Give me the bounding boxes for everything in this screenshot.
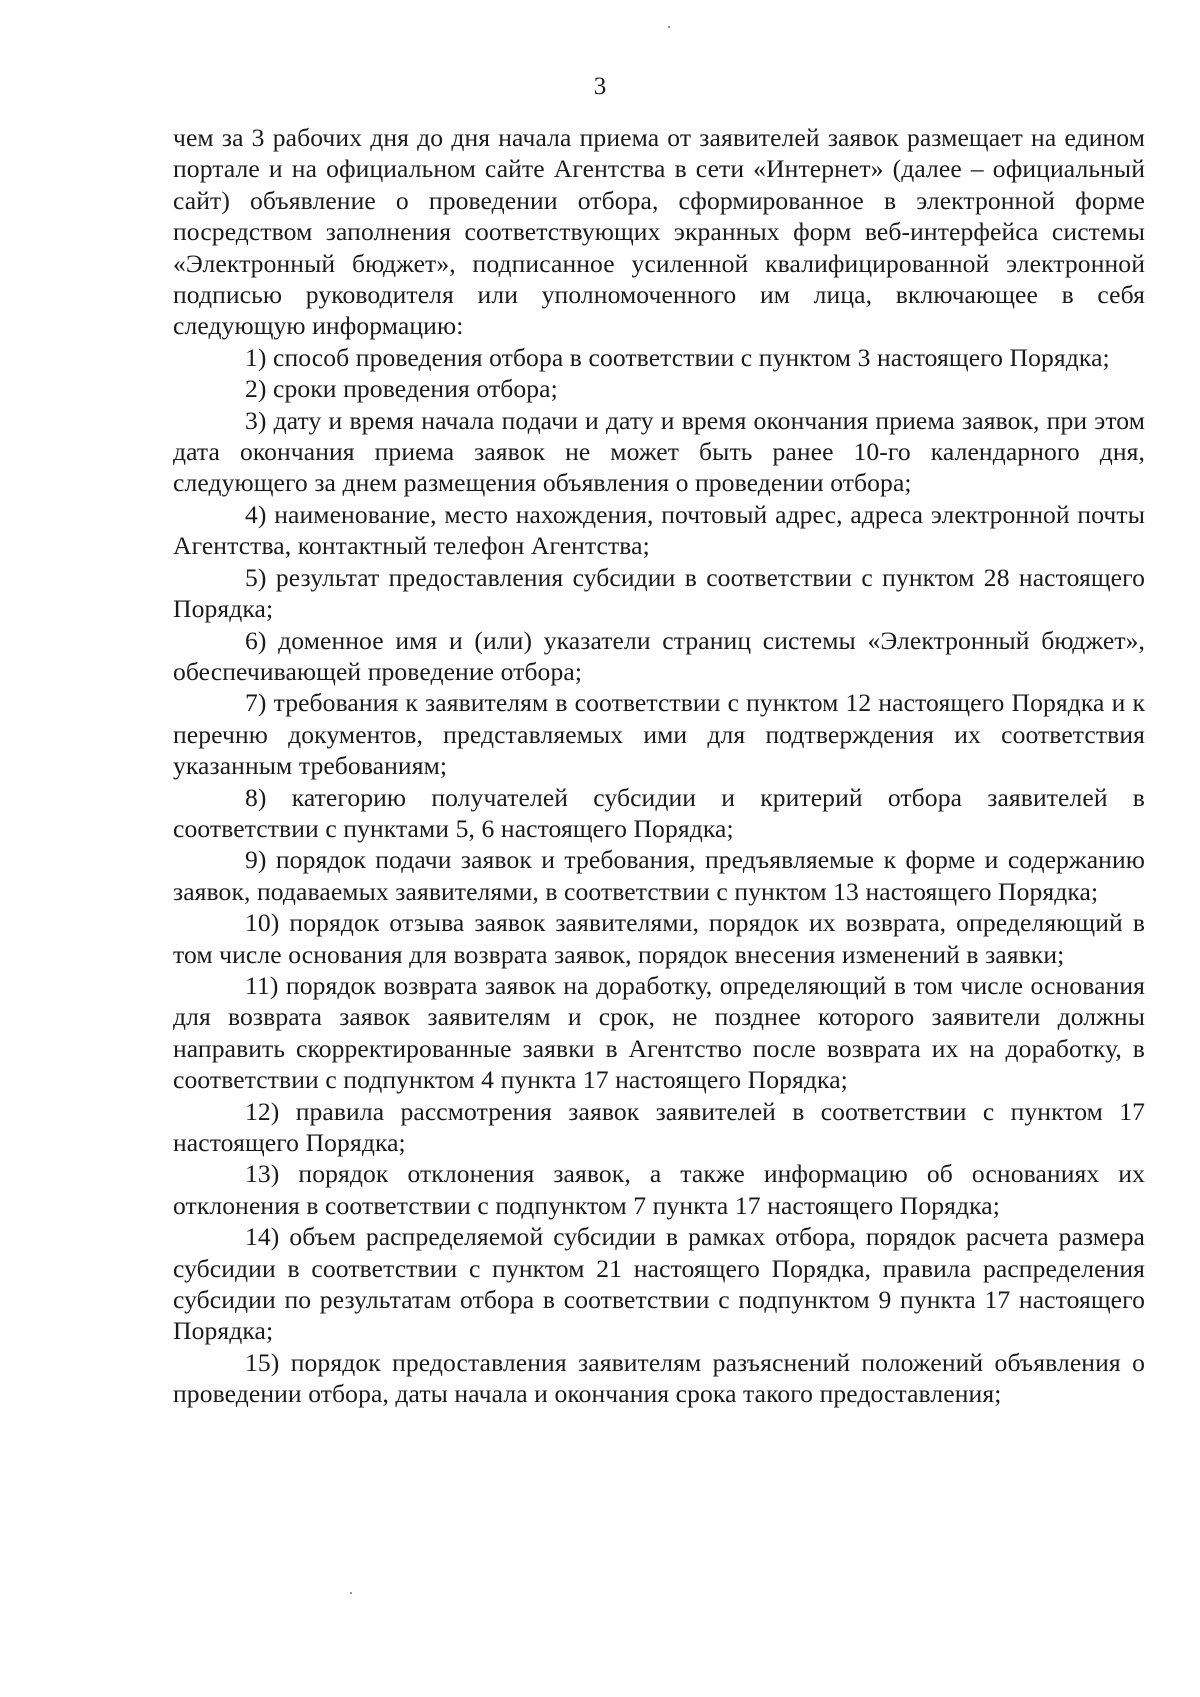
scan-speck (350, 1592, 352, 1594)
scan-speck (668, 26, 670, 28)
list-item-7: 7) требования к заявителям в соответствии с пунктом 12 настоящего Порядка и к перечню документов, представляемых ими для подтверждения их соответствия указанным требованиям; (173, 688, 1145, 781)
list-item-14: 14) объем распределяемой субсидии в рамках отбора, порядок расчета размера субсидии в соответствии с пунктом 21 настоящего Порядка, правила распределения субсидии по результатам отбора в соответствии с подпунктом 9 пункта 17 настоящего Порядка; (173, 1222, 1145, 1346)
document-body (173, 122, 1145, 1410)
list-item-5: 5) результат предоставления субсидии в соответствии с пунктом 28 настоящего Порядка; (173, 562, 1145, 624)
list-item-8: 8) категорию получателей субсидии и критерий отбора заявителей в соответствии с пунктами 5, 6 настоящего Порядка; (173, 782, 1145, 843)
list-item-11: 11) порядок возврата заявок на доработку, определяющий в том числе основания для возврата заявок заявителям и срок, не позднее которого заявители должны направить скорректированные заявки в Агентство после возврата их на доработку, в соответствии с подпунктом 4 пункта 17 настоящего Порядка; (173, 970, 1145, 1095)
list-item-2: 2) сроки проведения отбора; (245, 374, 558, 404)
list-item-1: 1) способ проведения отбора в соответствии с пунктом 3 настоящего Порядка; (245, 342, 1110, 372)
list-item-4: 4) наименование, место нахождения, почтовый адрес, адреса электронной почты Агентства, контактный телефон Агентства; (173, 499, 1145, 561)
list-item-6: 6) доменное имя и (или) указатели страниц системы «Электронный бюджет», обеспечивающей проведение отбора; (173, 625, 1145, 686)
list-item-9: 9) порядок подачи заявок и требования, предъявляемые к форме и содержанию заявок, подаваемых заявителями, в соответствии с пунктом 13 настоящего Порядка; (173, 845, 1145, 906)
list-item-10: 10) порядок отзыва заявок заявителями, порядок их возврата, определяющий в том числе основания для возврата заявок, порядок внесения изменений в заявки; (173, 908, 1145, 969)
list-item-13: 13) порядок отклонения заявок, а также информацию об основаниях их отклонения в соответствии с подпунктом 7 пункта 17 настоящего Порядка; (173, 1159, 1145, 1220)
list-item-15: 15) порядок предоставления заявителям разъяснений положений объявления о проведении отбора, даты начала и окончания срока такого предоставления; (173, 1347, 1145, 1409)
list-item-12: 12) правила рассмотрения заявок заявителей в соответствии с пунктом 17 настоящего Порядка; (173, 1096, 1145, 1157)
list-item-3: 3) дату и время начала подачи и дату и время окончания приема заявок, при этом дата окончания приема заявок не может быть ранее 10-го календарного дня, следующего за днем размещения объявления о проведении отбора; (173, 405, 1145, 498)
intro-paragraph: чем за 3 рабочих дня до дня начала приема от заявителей заявок размещает на едином портале и на официальном сайте Агентства в сети «Интернет» (далее – официальный сайт) объявление о проведении отбора, сформированное в электронной форме посредством заполнения соответствующих экранных форм веб-интерфейса системы «Электронный бюджет», подписанное усиленной квалифицированной электронной подписью руководителя или уполномоченного им лица, включающее в себя следующую информацию: (173, 123, 1145, 341)
page-number: 3 (593, 73, 607, 100)
